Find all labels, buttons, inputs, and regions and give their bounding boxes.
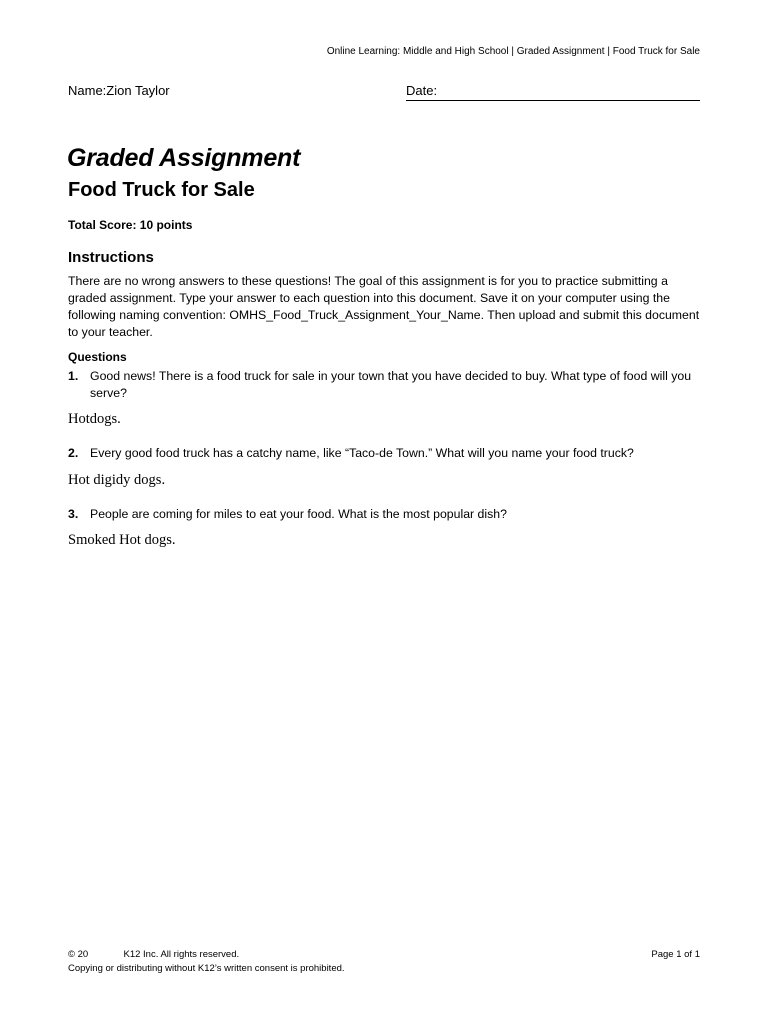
assignment-subtitle: Food Truck for Sale xyxy=(68,179,255,201)
answer-2[interactable]: Hot digidy dogs. xyxy=(68,472,166,488)
question-text: People are coming for miles to eat your food. What is the most popular dish? xyxy=(90,507,507,521)
questions-heading: Questions xyxy=(68,350,127,364)
answer-1[interactable]: Hotdogs. xyxy=(68,411,121,427)
copyright-symbol: © 20 xyxy=(68,949,89,960)
copyright-notice: Copying or distributing without K12’s written consent is prohibited. xyxy=(68,963,345,974)
question-number: 3. xyxy=(68,507,79,521)
page-number: Page 1 of 1 xyxy=(651,949,700,960)
date-field[interactable] xyxy=(406,83,700,101)
instructions-body: There are no wrong answers to these questions! The goal of this assignment is for you to practice submitting a graded assignment. Type your answer to each question into this document. Save it on your computer using the following naming convention: OMHS_Food_Truck_Assignment_Your_Name. Then upload and submit this document to your teacher. xyxy=(68,274,700,339)
question-number: 2. xyxy=(68,446,79,460)
student-name: Name:Zion Taylor xyxy=(68,83,170,98)
answer-3[interactable]: Smoked Hot dogs. xyxy=(68,532,176,548)
question-1 xyxy=(68,368,700,402)
instructions-heading: Instructions xyxy=(68,249,154,266)
copyright-line xyxy=(68,949,239,960)
question-2 xyxy=(68,445,700,462)
question-text: Good news! There is a food truck for sale in your town that you have decided to buy. What type of food will you serve? xyxy=(90,369,692,400)
question-number: 1. xyxy=(68,369,79,383)
total-score: Total Score: 10 points xyxy=(68,218,193,232)
page-header: Online Learning: Middle and High School | Graded Assignment | Food Truck for Sale xyxy=(326,46,700,57)
question-text: Every good food truck has a catchy name, like “Taco-de Town.” What will you name your food truck? xyxy=(90,446,634,460)
page-title: Graded Assignment xyxy=(67,144,301,172)
date-label: Date: xyxy=(406,83,438,98)
copyright-text: K12 Inc. All rights reserved. xyxy=(123,949,240,960)
question-3 xyxy=(68,506,700,523)
